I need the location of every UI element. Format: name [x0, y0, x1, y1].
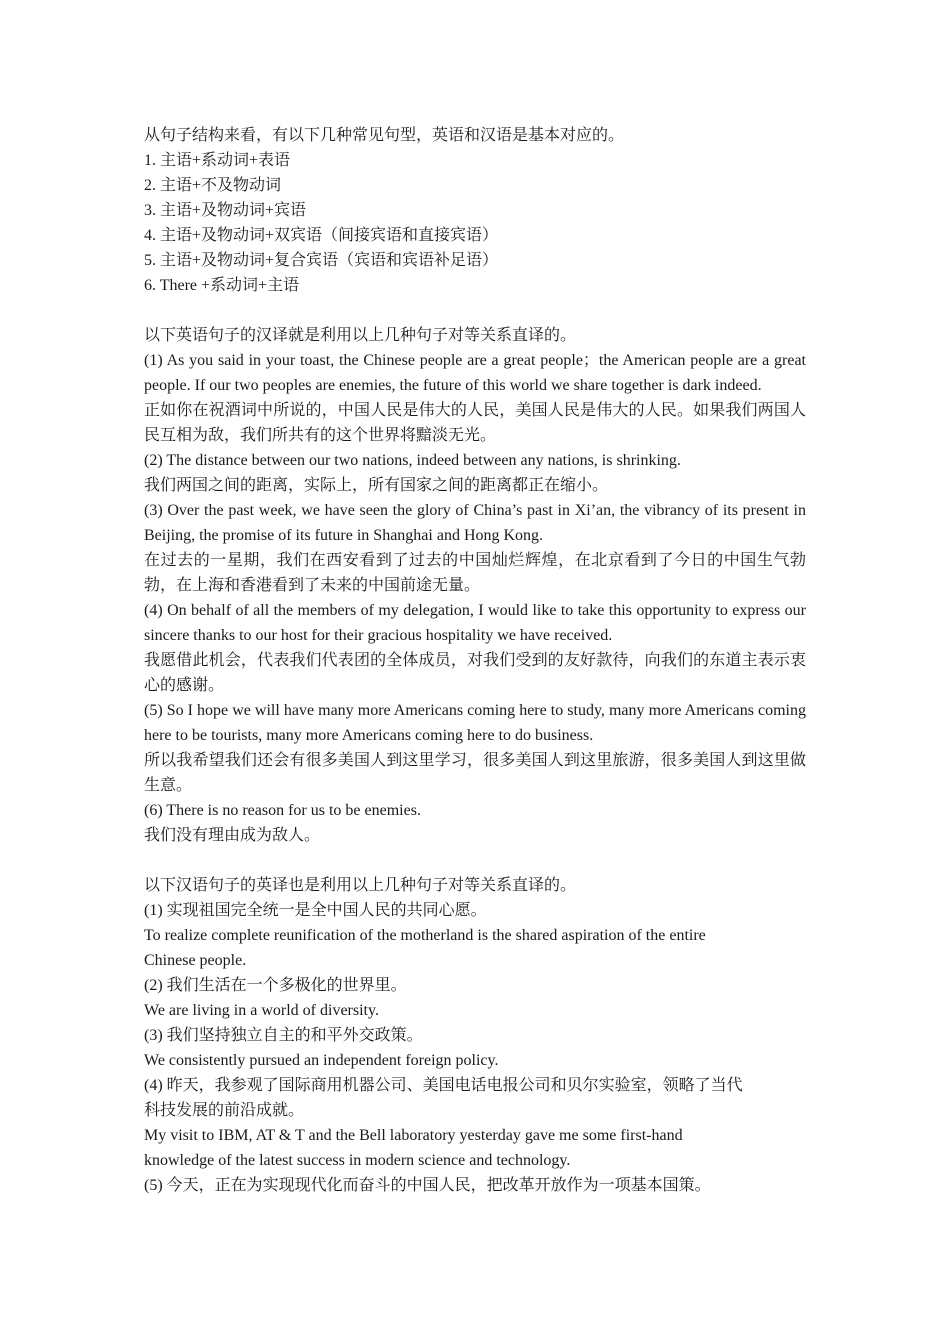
- section-intro: 以下汉语句子的英译也是利用以上几种句子对等关系直译的。: [144, 877, 577, 894]
- example-chinese: 正如你在祝酒词中所说的，中国人民是伟大的人民，美国人民是伟大的人民。如果我们两国人民互相为敌，我们所共有的这个世界将黯淡无光。: [144, 402, 806, 444]
- section-intro: 从句子结构来看，有以下几种常见句型，英语和汉语是基本对应的。: [144, 127, 625, 144]
- pattern-item: 3. 主语+及物动词+宾语: [144, 202, 307, 219]
- section-intro: 以下英语句子的汉译就是利用以上几种句子对等关系直译的。: [144, 327, 577, 344]
- pattern-item: 2. 主语+不及物动词: [144, 177, 282, 194]
- example-line: (3) 我们坚持独立自主的和平外交政策。: [144, 1027, 423, 1044]
- example-line: (4) 昨天，我参观了国际商用机器公司、美国电话电报公司和贝尔实验室，领略了当代: [144, 1077, 743, 1094]
- example-chinese: 所以我希望我们还会有很多美国人到这里学习，很多美国人到这里旅游，很多美国人到这里做生意。: [144, 752, 806, 794]
- example-chinese: 在过去的一星期，我们在西安看到了过去的中国灿烂辉煌，在北京看到了今日的中国生气勃勃，在上海和香港看到了未来的中国前途无量。: [144, 552, 806, 594]
- paragraph-spacer: [144, 848, 806, 873]
- example-line: (2) 我们生活在一个多极化的世界里。: [144, 977, 407, 994]
- pattern-item: 1. 主语+系动词+表语: [144, 152, 291, 169]
- document-page: [144, 123, 806, 1198]
- section-english-to-chinese: [144, 323, 806, 848]
- example-chinese: 我愿借此机会，代表我们代表团的全体成员，对我们受到的友好款待，向我们的东道主表示衷心的感谢。: [144, 652, 806, 694]
- pattern-item: 4. 主语+及物动词+双宾语（间接宾语和直接宾语）: [144, 227, 499, 244]
- example-line: 科技发展的前沿成就。: [144, 1102, 305, 1119]
- example-english: (3) Over the past week, we have seen the glory of China’s past in Xi’an, the vibrancy of its present in Beijing, the promise of its future in Shanghai and Hong Kong.: [144, 502, 806, 544]
- section-chinese-to-english: [144, 873, 806, 1198]
- section-sentence-patterns: [144, 123, 806, 298]
- pattern-item: 5. 主语+及物动词+复合宾语（宾语和宾语补足语）: [144, 252, 499, 269]
- example-english: (6) There is no reason for us to be enemies.: [144, 802, 421, 819]
- example-chinese: 我们没有理由成为敌人。: [144, 827, 321, 844]
- example-english: (1) As you said in your toast, the Chinese people are a great people；the American people are a great people. If our two peoples are enemies, the future of this world we share together is dark indeed.: [144, 352, 806, 394]
- example-line: We are living in a world of diversity.: [144, 1002, 379, 1019]
- example-english: (2) The distance between our two nations, indeed between any nations, is shrinking.: [144, 452, 681, 469]
- pattern-item: 6. There +系动词+主语: [144, 277, 300, 294]
- paragraph-spacer: [144, 298, 806, 323]
- example-chinese: 我们两国之间的距离，实际上，所有国家之间的距离都正在缩小。: [144, 477, 609, 494]
- example-line: To realize complete reunification of the motherland is the shared aspiration of the entire: [144, 927, 706, 944]
- example-line: (1) 实现祖国完全统一是全中国人民的共同心愿。: [144, 902, 487, 919]
- example-line: My visit to IBM, AT & T and the Bell laboratory yesterday gave me some first-hand: [144, 1127, 683, 1144]
- example-english: (5) So I hope we will have many more Americans coming here to study, many more Americans coming here to be tourists, many more Americans coming here to do business.: [144, 702, 806, 744]
- example-line: knowledge of the latest success in modern science and technology.: [144, 1152, 571, 1169]
- example-line: Chinese people.: [144, 952, 247, 969]
- example-line: (5) 今天，正在为实现现代化而奋斗的中国人民，把改革开放作为一项基本国策。: [144, 1177, 711, 1194]
- example-english: (4) On behalf of all the members of my delegation, I would like to take this opportunity to express our sincere thanks to our host for their gracious hospitality we have received.: [144, 602, 806, 644]
- example-line: We consistently pursued an independent foreign policy.: [144, 1052, 499, 1069]
